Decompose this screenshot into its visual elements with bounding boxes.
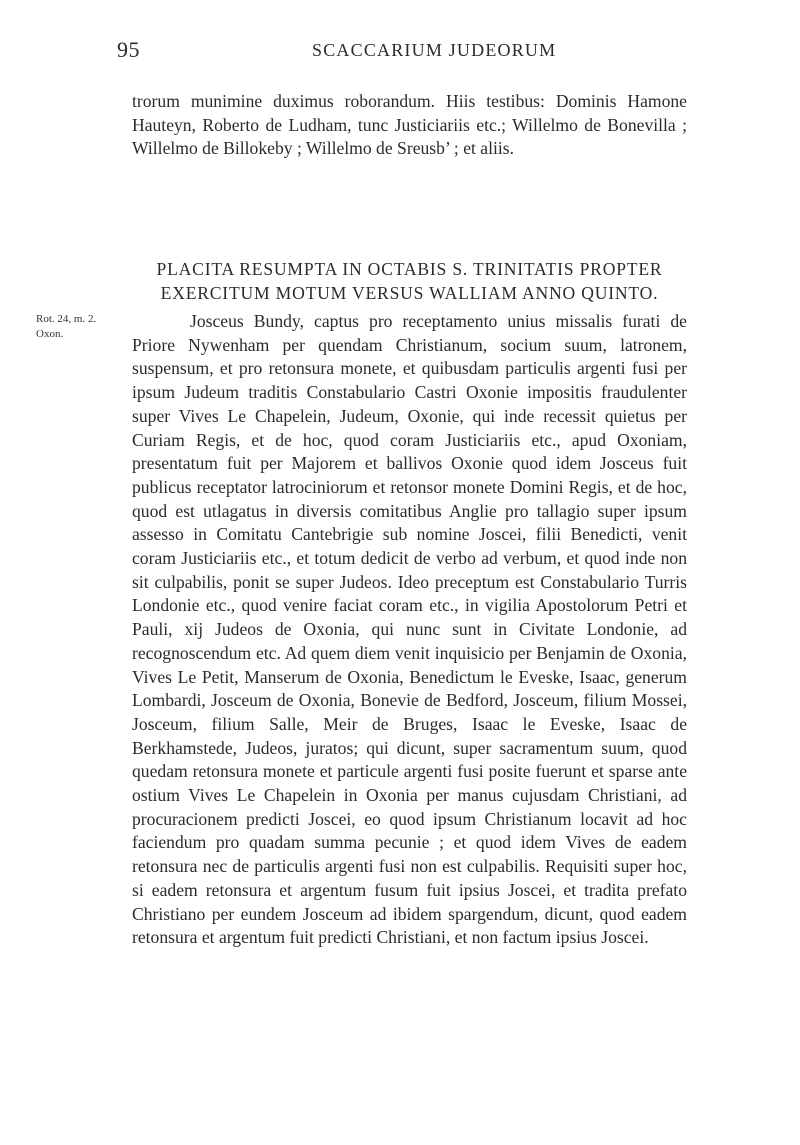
page-header xyxy=(0,37,800,69)
margin-note-county: Oxon. xyxy=(36,328,64,340)
running-title: SCACCARIUM JUDEORUM xyxy=(312,40,557,60)
continuation-text: trorum munimine duximus roborandum. Hiis testibus: Dominis Hamone Hauteyn, Roberto de Ludham, tunc Justiciariis etc.; Willelmo de Bonevilla ; Willelmo de Billokeby ; Willelmo de Sreusb’ ; et aliis. xyxy=(132,91,687,159)
continuation-paragraph xyxy=(132,90,687,161)
main-paragraph xyxy=(132,310,687,950)
main-paragraph-text: Josceus Bundy, captus pro receptamento unius missalis furati de Priore Nywenham per quendam Christianum, socium suum, latronem, suspensum, et pro retonsura monete, et quibusdam particulis argenti fusi per ipsum Judeum traditis Constabulario Castri Oxonie impositis fraudulenter super Vives Le Chapelein, Judeum, Oxonie, qui inde recessit quietus per Curiam Regis, et de hoc, quod coram Justiciariis etc., apud Oxoniam, presentatum fuit per Majorem et ballivos Oxonie quod idem Josceus fuit publicus receptator latrociniorum et retonsor monete Domini Regis, et de hoc, quod est utlagatus in diversis comitatibus Anglie pro tallagio super ipsum assesso in Comitatu Cantebrigie sub nomine Joscei, filii Benedicti, venit coram Justiciariis etc., et totum dedicit de verbo ad verbum, et quod inde non sit culpabilis, ponit se super Judeos. Ideo preceptum est Constabulario Turris Londonie etc., quod venire faciat coram etc., in vigilia Apostolorum Petri et Pauli, xij Judeos de Oxonia, qui nunc sunt in Civitate Londonie, ad recognoscendum etc. Ad quem diem venit inquisicio per Benjamin de Oxonia, Vives Le Petit, Manserum de Oxonia, Benedictum le Eveske, Isaac, generum Lombardi, Josceum de Oxonia, Bonevie de Bedford, Josceum, filium Mossei, Josceum, filium Salle, Meir de Bruges, Isaac le Eveske, Isaac de Berkhamstede, Judeos, juratos; qui dicunt, super sacramentum suum, quod quedam retonsura monete et particule argenti fusi posite fuerunt et sparse ante ostium Vives Le Chapelein in Oxonia per manus cujusdam Christiani, ad procuracionem predicti Joscei, eo quod ipsum Christianum locavit ad hoc faciendum pro quadam summa pecunie ; et quod idem Vives de eadem retonsura nec de particulis argenti fusi non est culpabilis. Requisiti super hoc, si eadem retonsura et argentum fusum fuit ipsius Joscei, et tradita prefato Christiano per eundem Josceum ad ibidem spargendum, dicunt, quod eadem retonsura et argentum fuit predicti Christiani, et non factum ipsius Joscei. xyxy=(132,311,687,948)
page-number: 95 xyxy=(117,37,140,62)
margin-note xyxy=(36,312,116,342)
section-heading: PLACITA RESUMPTA IN OCTABIS S. TRINITATIS PROPTER EXERCITUM MOTUM VERSUS WALLIAM ANNO QUINTO. xyxy=(156,259,663,303)
margin-note-roll: Rot. 24, m. 2. xyxy=(36,313,97,325)
